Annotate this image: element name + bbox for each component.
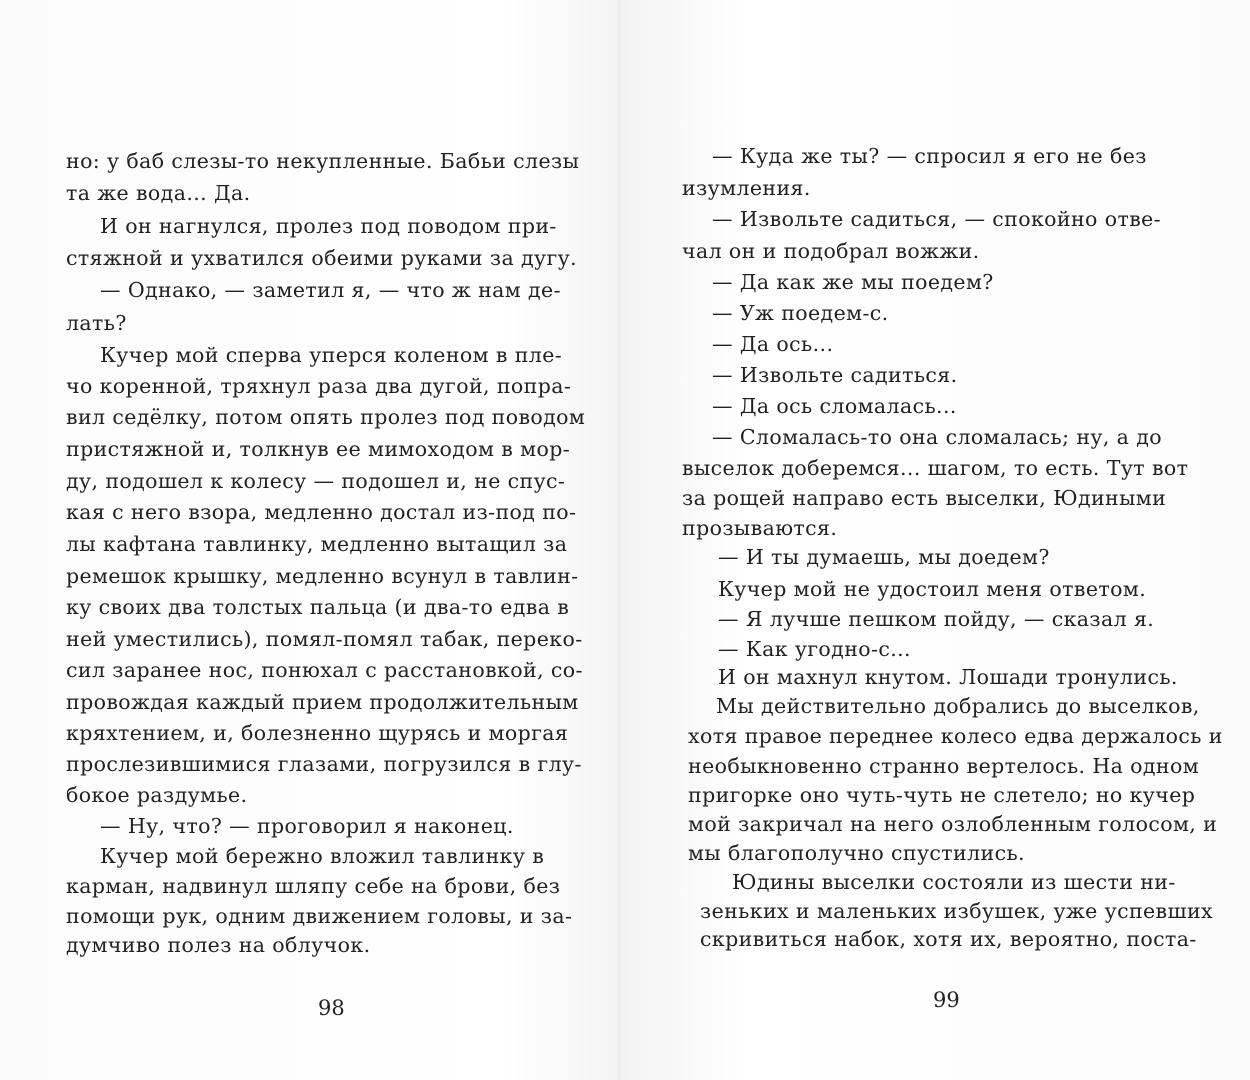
text-line: — Да ось...: [712, 332, 834, 356]
text-line: Мы действительно добрались до выселков,: [716, 694, 1200, 718]
text-line: думчиво полез на облучок.: [66, 933, 371, 957]
text-line: пристяжной и, толкнув ее мимоходом в мор-: [66, 437, 571, 461]
text-line: лы кафтана тавлинку, медленно вытащил за: [66, 532, 568, 556]
text-line: Кучер мой бережно вложил тавлинку в: [100, 844, 545, 868]
text-line: — Сломалась-то она сломалась; ну, а до: [712, 425, 1162, 449]
text-line: мы благополучно спустились.: [688, 841, 1025, 865]
text-line: — Я лучше пешком пойду, — сказал я.: [718, 607, 1155, 631]
text-line: — Как угодно-с...: [718, 637, 911, 661]
text-line: сил заранее нос, понюхал с расстановкой, со-: [66, 658, 583, 682]
page-number: 98: [318, 996, 345, 1020]
text-line: ремешок крышку, медленно всунул в тавлин-: [66, 564, 579, 588]
text-line: прозываются.: [682, 516, 838, 540]
text-line: кряхтением, и, болезненно щурясь и моргая: [66, 721, 569, 745]
text-line: помощи рук, одним движением головы, и за-: [66, 904, 573, 928]
text-line: но: у баб слезы-то некупленные. Бабьи слезы: [66, 149, 580, 173]
text-line: — Однако, — заметил я, — что ж нам де-: [100, 278, 561, 302]
text-line: И он нагнулся, пролез под поводом при-: [100, 214, 557, 238]
text-line: стяжной и ухватился обеими руками за дугу.: [66, 246, 577, 270]
text-line: изумления.: [682, 176, 811, 200]
text-line: пригорке оно чуть-чуть не слетело; но кучер: [688, 783, 1196, 807]
text-line: скривиться набок, хотя их, вероятно, поста-: [700, 927, 1197, 951]
text-line: Кучер мой не удостоил меня ответом.: [718, 577, 1147, 601]
text-line: — Ну, что? — проговорил я наконец.: [100, 814, 514, 838]
right-page: [620, 0, 1250, 1080]
text-line: за рощей направо есть выселки, Юдиными: [682, 486, 1167, 510]
text-line: выселок доберемся... шагом, то есть. Тут вот: [682, 456, 1189, 480]
text-line: чо коренной, тряхнул раза два дугой, попра-: [66, 374, 572, 398]
text-line: лать?: [66, 311, 127, 335]
text-line: бокое раздумье.: [66, 783, 248, 807]
text-line: зеньких и маленьких избушек, уже успевших: [700, 899, 1213, 923]
text-line: кая с него взора, медленно достал из-под по-: [66, 500, 577, 524]
text-line: чал он и подобрал вожжи.: [682, 239, 980, 263]
text-line: — Извольте садиться, — спокойно отве-: [712, 207, 1161, 231]
text-line: хотя правое переднее колесо едва держалось и: [688, 724, 1223, 748]
text-line: прослезившимися глазами, погрузился в глу-: [66, 752, 582, 776]
text-line: — Извольте садиться.: [712, 363, 958, 387]
text-line: провождая каждый прием продолжительным: [66, 690, 579, 714]
text-line: Юдины выселки состояли из шести ни-: [732, 870, 1176, 894]
text-line: мой закричал на него озлобленным голосом, и: [688, 812, 1218, 836]
text-line: — Уж поедем-с.: [712, 301, 889, 325]
text-line: та же вода... Да.: [66, 181, 251, 205]
text-line: вил седёлку, потом опять пролез под поводом: [66, 405, 586, 429]
text-line: — И ты думаешь, мы доедем?: [718, 545, 1050, 569]
text-line: ку своих два толстых пальца (и два-то едва в: [66, 595, 570, 619]
text-line: И он махнул кнутом. Лошади тронулись.: [718, 665, 1178, 689]
text-line: — Да как же мы поедем?: [712, 270, 994, 294]
text-line: необыкновенно странно вертелось. На одном: [688, 754, 1200, 778]
text-line: — Да ось сломалась...: [712, 394, 957, 418]
text-line: Кучер мой сперва уперся коленом в пле-: [100, 343, 563, 367]
text-line: ней уместились), помял-помял табак, переко-: [66, 627, 583, 651]
text-line: ду, подошел к колесу — подошел и, не спус-: [66, 469, 566, 493]
text-line: — Куда же ты? — спросил я его не без: [712, 144, 1147, 168]
text-line: карман, надвинул шляпу себе на брови, без: [66, 874, 561, 898]
page-number: 99: [933, 988, 960, 1012]
left-page: [0, 0, 620, 1080]
